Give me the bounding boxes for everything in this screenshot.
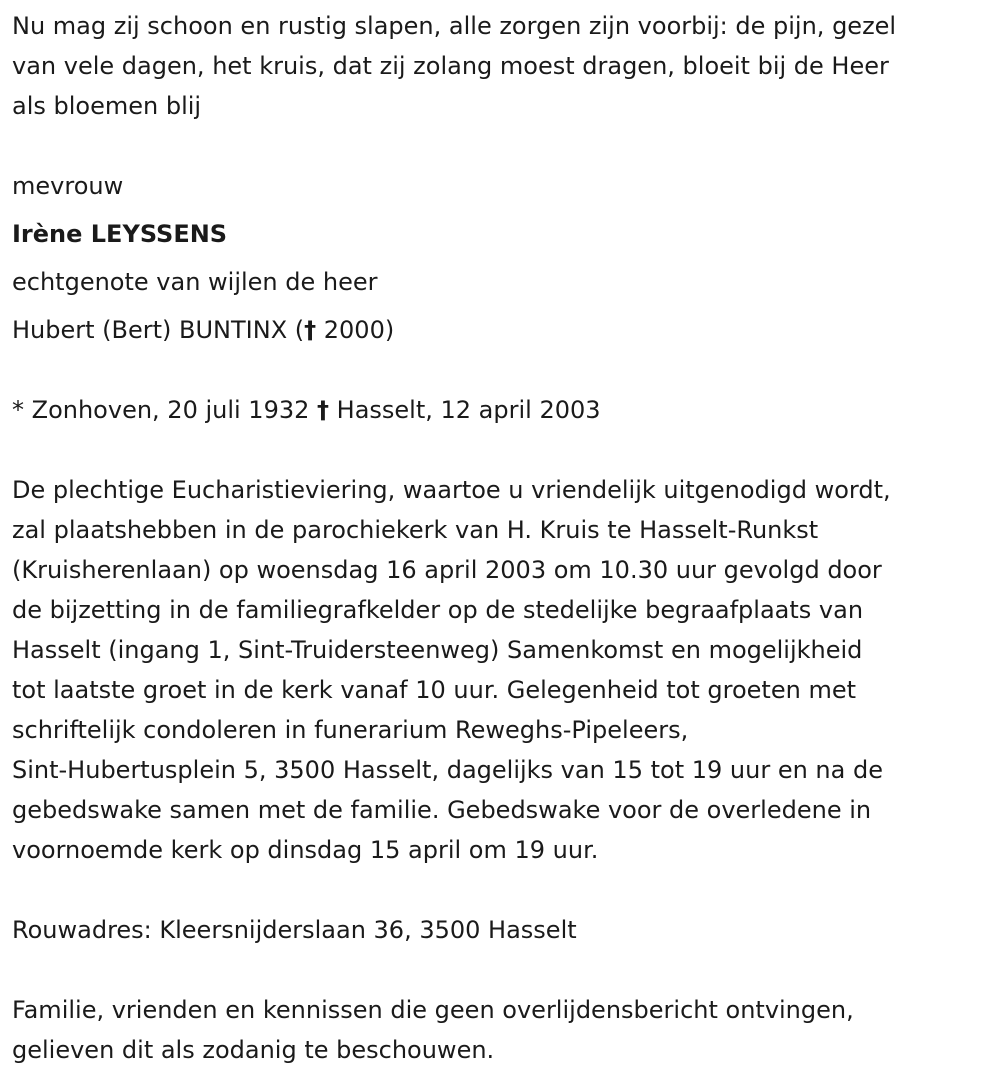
ceremony-line: schriftelijk condoleren in funerarium Reweghs-Pipeleers,: [12, 716, 689, 744]
cross-icon: †: [317, 396, 330, 424]
spacer: [12, 950, 988, 990]
spouse-relation: echtgenote van wijlen de heer: [12, 268, 378, 296]
life-dates: [12, 390, 988, 430]
closing-paragraph: [12, 990, 988, 1070]
ceremony-line: voornoemde kerk op dinsdag 15 april om 19 uur.: [12, 836, 599, 864]
deceased-name: Irène LEYSSENS: [12, 220, 228, 248]
ceremony-line: zal plaatshebben in de parochiekerk van H. Kruis te Hasselt-Runkst: [12, 516, 819, 544]
ceremony-paragraph: [12, 470, 988, 870]
ceremony-line: (Kruisherenlaan) op woensdag 16 april 2003 om 10.30 uur gevolgd door: [12, 556, 882, 584]
ceremony-line: tot laatste groet in de kerk vanaf 10 uur. Gelegenheid tot groeten met: [12, 676, 856, 704]
ceremony-line: Sint-Hubertusplein 5, 3500 Hasselt, dagelijks van 15 tot 19 uur en na de: [12, 756, 883, 784]
closing-line: Familie, vrienden en kennissen die geen overlijdensbericht ontvingen,: [12, 996, 854, 1024]
mourning-address: Rouwadres: Kleersnijderslaan 36, 3500 Hasselt: [12, 916, 577, 944]
ceremony-line: De plechtige Eucharistieviering, waartoe u vriendelijk uitgenodigd wordt,: [12, 476, 891, 504]
spouse-death-year: 2000): [316, 316, 395, 344]
spacer: [12, 350, 988, 390]
ceremony-line: de bijzetting in de familiegrafkelder op de stedelijke begraafplaats van: [12, 596, 864, 624]
spacer: [12, 870, 988, 910]
verse-line: van vele dagen, het kruis, dat zij zolang moest dragen, bloeit bij de Heer: [12, 52, 889, 80]
spouse-name: Hubert (Bert) BUNTINX (: [12, 316, 305, 344]
spouse-name-line: [12, 310, 988, 350]
honorific: mevrouw: [12, 172, 124, 200]
ceremony-line: gebedswake samen met de familie. Gebedswake voor de overledene in: [12, 796, 872, 824]
spacer: [12, 126, 988, 166]
spacer: [12, 430, 988, 470]
birth-info: * Zonhoven, 20 juli 1932: [12, 396, 318, 424]
death-info: Hasselt, 12 april 2003: [329, 396, 601, 424]
verse-line: Nu mag zij schoon en rustig slapen, alle zorgen zijn voorbij: de pijn, gezel: [12, 12, 897, 40]
verse-line: als bloemen blij: [12, 92, 202, 120]
ceremony-line: Hasselt (ingang 1, Sint-Truidersteenweg) Samenkomst en mogelijkheid: [12, 636, 863, 664]
verse-paragraph: [12, 6, 988, 126]
cross-icon: †: [304, 316, 317, 344]
closing-line: gelieven dit als zodanig te beschouwen.: [12, 1036, 495, 1064]
